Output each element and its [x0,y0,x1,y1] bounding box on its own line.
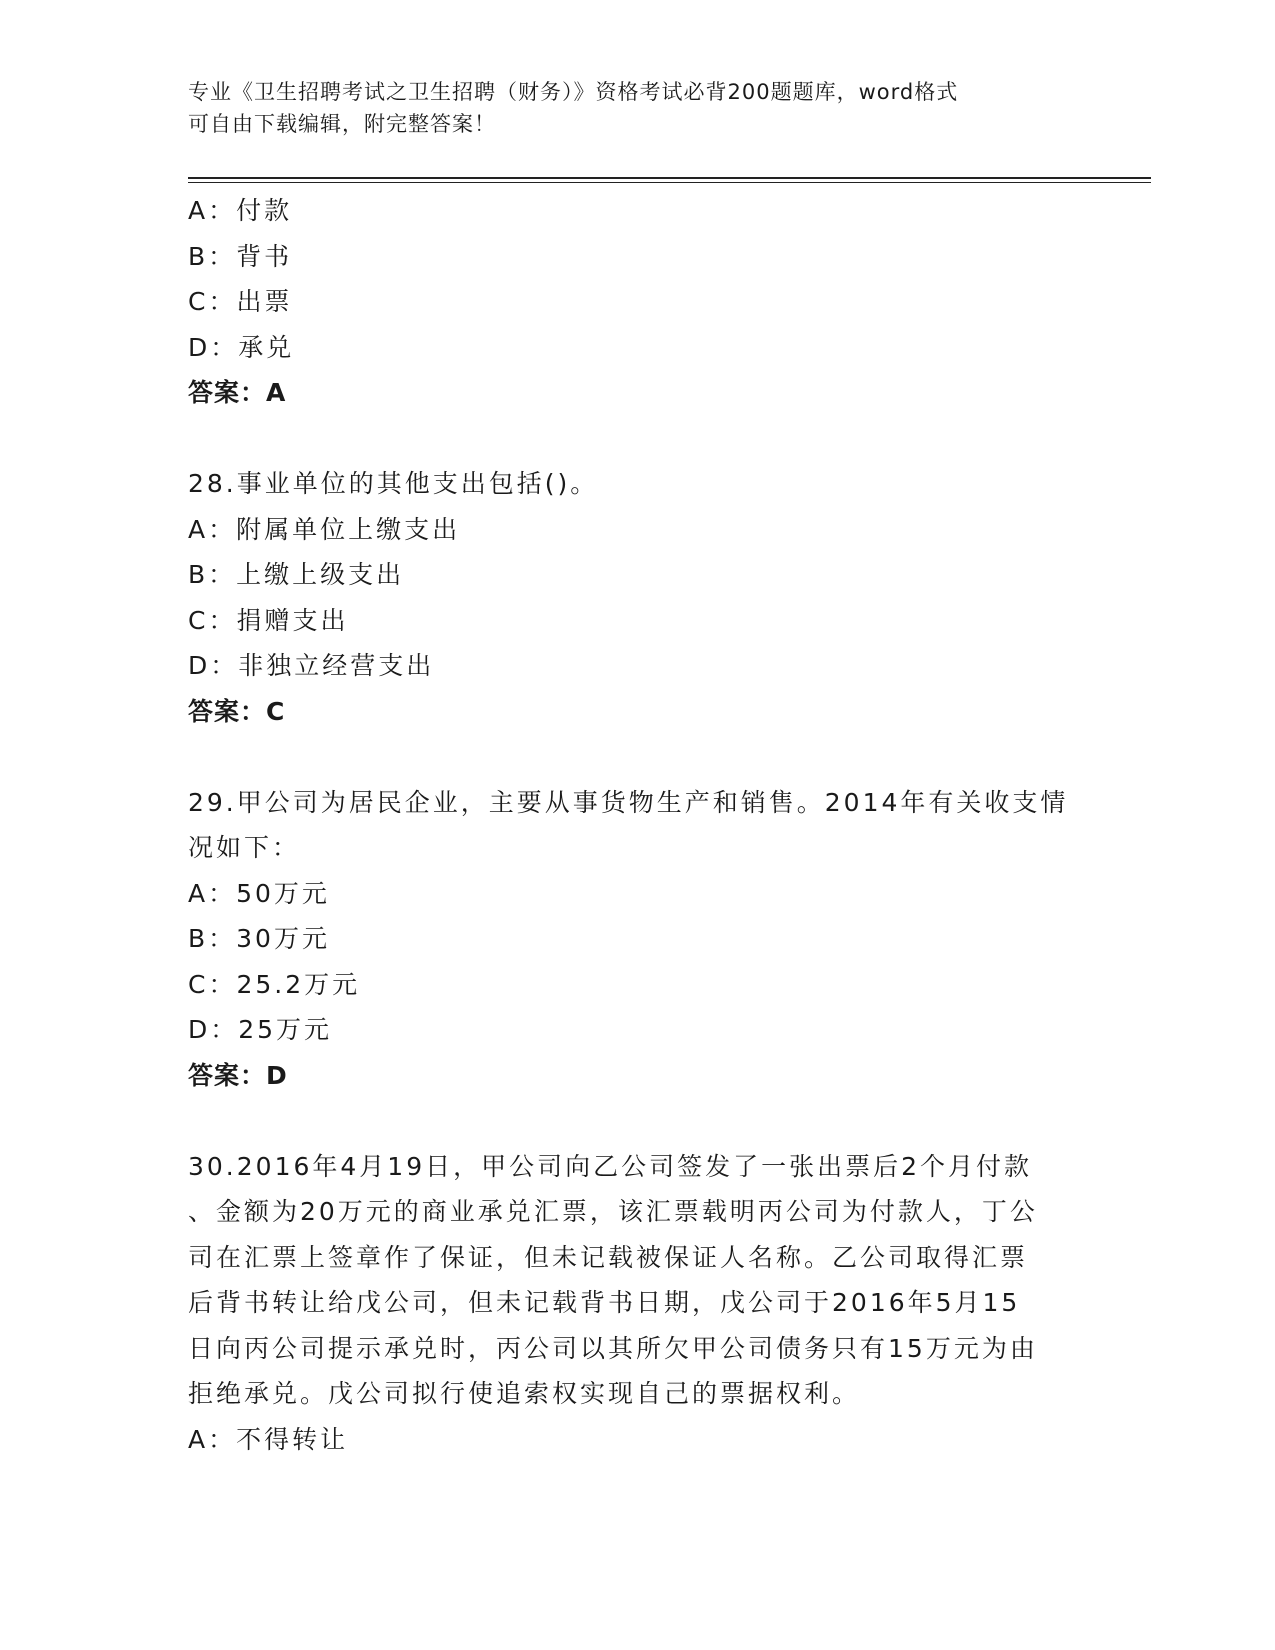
answer-line: 答案：A [188,378,287,407]
spacer [188,1098,1088,1144]
question-30 [188,1144,1088,1463]
option-a: A：附属单位上缴支出 [188,514,461,544]
question-list [188,188,1088,1462]
question-28 [188,461,1088,734]
option-a: A：付款 [188,196,293,225]
document-header [188,76,1068,140]
header-title-line-1: 专业《卫生招聘考试之卫生招聘（财务）》资格考试必背200题题库，word格式 [188,80,959,104]
question-29 [188,780,1088,1099]
option-b: B：上缴上级支出 [188,560,405,589]
option-b: B：背书 [188,241,293,271]
answer-line: 答案：D [188,1060,288,1090]
header-title-line-2: 可自由下载编辑，附完整答案！ [188,112,496,136]
option-a: A：不得转让 [188,1424,349,1454]
question-27 [188,188,1088,416]
question-stem: 28.事业单位的其他支出包括()。 [188,469,599,498]
option-b: B：30万元 [188,924,330,953]
header-divider-top [188,177,1151,179]
question-stem-line-1: 29.甲公司为居民企业，主要从事货物生产和销售。2014年有关收支情 [188,787,1069,817]
spacer [188,416,1088,462]
option-d: D：承兑 [188,332,295,362]
option-c: C：捐赠支出 [188,605,349,635]
question-stem-line-2: 况如下： [188,833,301,862]
spacer [188,734,1088,780]
question-stem-line-4: 后背书转让给戊公司，但未记载背书日期，戊公司于2016年5月15 [188,1288,1021,1317]
option-d: D：非独立经营支出 [188,651,435,680]
question-stem-line-2: 、金额为20万元的商业承兑汇票，该汇票载明丙公司为付款人，丁公 [188,1197,1038,1226]
header-divider-bottom [188,182,1151,183]
question-stem-line-6: 拒绝承兑。戊公司拟行使追索权实现自己的票据权利。 [188,1379,861,1408]
option-d: D：25万元 [188,1015,333,1044]
answer-line: 答案：C [188,696,286,726]
option-c: C：25.2万元 [188,969,361,999]
option-c: C：出票 [188,287,293,316]
question-stem-line-3: 司在汇票上签章作了保证，但未记载被保证人名称。乙公司取得汇票 [188,1242,1029,1272]
option-a: A：50万元 [188,878,330,908]
question-stem-line-5: 日向丙公司提示承兑时，丙公司以其所欠甲公司债务只有15万元为由 [188,1333,1038,1363]
question-stem-line-1: 30.2016年4月19日，甲公司向乙公司签发了一张出票后2个月付款 [188,1151,1033,1181]
